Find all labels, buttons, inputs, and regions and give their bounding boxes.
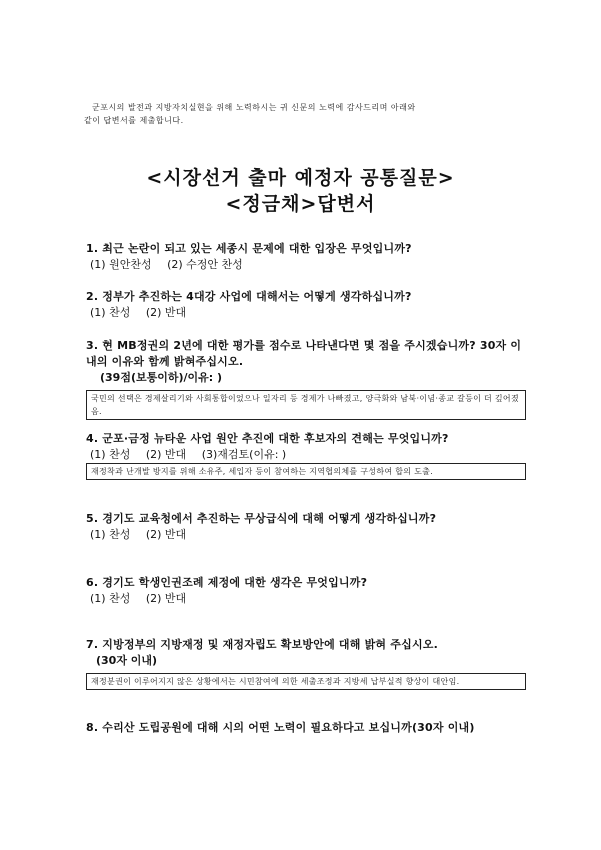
question-7	[86, 637, 526, 690]
option-2: (2) 반대	[145, 448, 187, 461]
question-1	[86, 241, 526, 273]
answer-limit: (30자 이내)	[96, 654, 158, 667]
question-text: 2. 정부가 추진하는 4대강 사업에 대해서는 어떻게 생각하십니까?	[86, 290, 412, 303]
question-text: 5. 경기도 교육청에서 추진하는 무상급식에 대해 어떻게 생각하십니까?	[86, 512, 437, 525]
intro-paragraph	[84, 101, 534, 127]
answer-options	[86, 257, 526, 273]
question-text: 3. 현 MB정권의 2년에 대한 평가를 점수로 나타낸다면 몇 점을 주시겠습니까? 30자 이내의 이유와 함께 밝혀주십시오.	[86, 339, 522, 368]
answer-line	[86, 370, 526, 386]
option-2: (2) 수정안 찬성	[167, 258, 243, 271]
answer-options	[86, 591, 526, 607]
option-2: (2) 반대	[145, 528, 187, 541]
question-3	[86, 338, 526, 420]
option-1: (1) 찬성	[90, 528, 131, 541]
answer-box: 재정분권이 이루어지지 않은 상황에서는 시민참여에 의한 세출조정과 지방세 납부실적 향상이 대안임.	[86, 673, 526, 690]
question-text: 8. 수리산 도립공원에 대해 시의 어떤 노력이 필요하다고 보십니까(30자 이내)	[86, 721, 475, 734]
question-8	[86, 720, 526, 736]
intro-line: 같이 답변서를 제출합니다.	[84, 116, 184, 125]
answer-options	[86, 447, 526, 463]
option-1: (1) 찬성	[90, 448, 131, 461]
question-5	[86, 511, 526, 543]
option-3: (3)재검토(이유: )	[201, 448, 287, 461]
question-text: 4. 군포·금정 뉴타운 사업 원안 추진에 대한 후보자의 견해는 무엇입니까?	[86, 432, 449, 445]
answer-options	[86, 527, 526, 543]
document-title: <시장선거 출마 예정자 공통질문>	[146, 167, 455, 189]
intro-line: 군포시의 발전과 지방자치실현을 위해 노력하시는 귀 신문의 노력에 감사드리며 아래와	[92, 103, 416, 112]
answer-score: (39점(보통이하)/이유: )	[100, 371, 223, 384]
answer-box: 국민의 선택은 경제살리기와 사회통합이었으나 일자리 등 경제가 나빠졌고, 양극화와 남북·이념·종교 갈등이 더 깊어졌음.	[86, 390, 526, 420]
document-subtitle: <정금채>답변서	[225, 193, 376, 215]
question-text: 6. 경기도 학생인권조례 제정에 대한 생각은 무엇입니까?	[86, 576, 368, 589]
question-2	[86, 289, 526, 321]
question-text: 1. 최근 논란이 되고 있는 세종시 문제에 대한 입장은 무엇입니까?	[86, 242, 412, 255]
option-1: (1) 원안찬성	[90, 258, 152, 271]
question-text: 7. 지방정부의 지방재정 및 재정자립도 확보방안에 대해 밝혀 주십시오.	[86, 638, 438, 651]
option-2: (2) 반대	[145, 306, 187, 319]
answer-line	[86, 653, 526, 669]
question-6	[86, 575, 526, 607]
option-1: (1) 찬성	[90, 592, 131, 605]
answer-options	[86, 305, 526, 321]
option-2: (2) 반대	[145, 592, 187, 605]
option-1: (1) 찬성	[90, 306, 131, 319]
question-4	[86, 431, 526, 480]
answer-box: 재정착과 난개발 방지를 위해 소유주, 세입자 등이 참여하는 지역협의체를 구성하여 합의 도출.	[86, 463, 526, 480]
